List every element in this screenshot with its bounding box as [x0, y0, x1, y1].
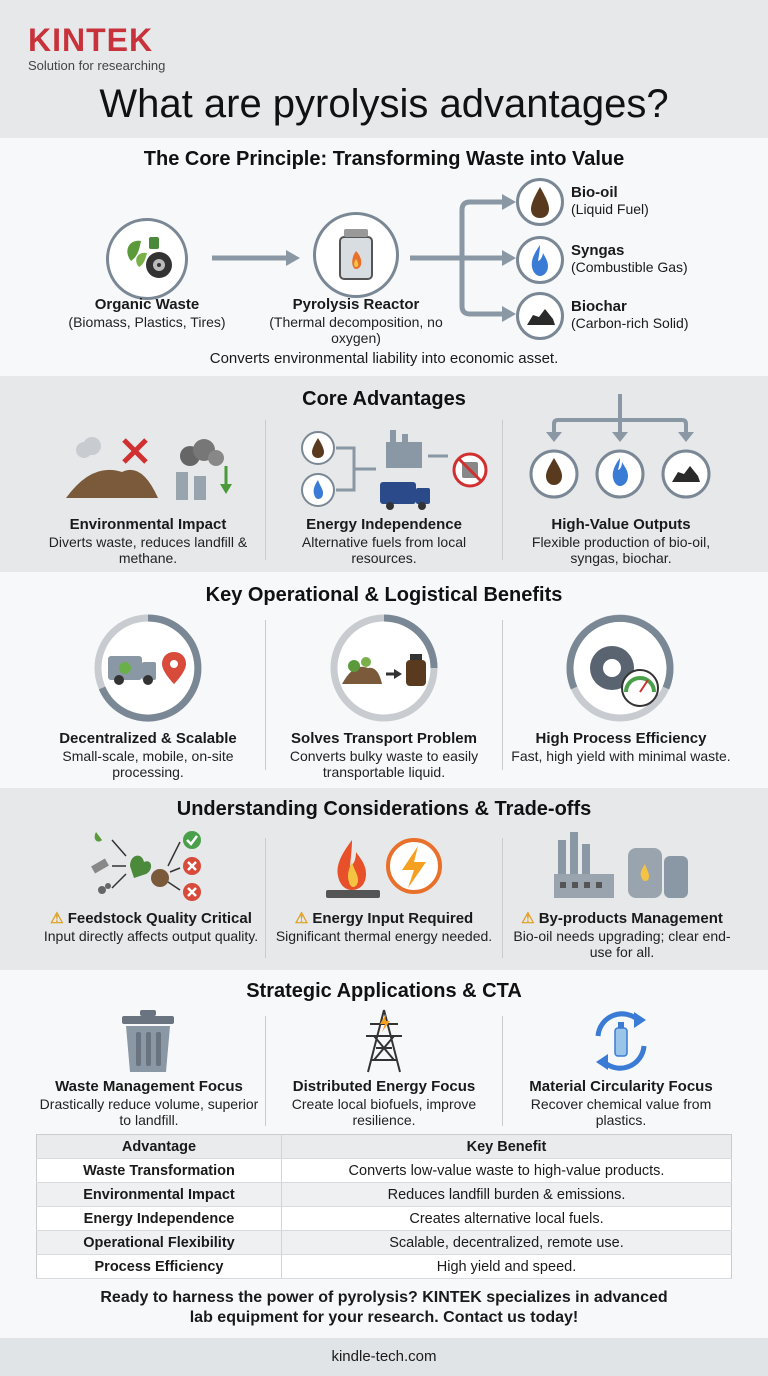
material-circularity-block [506, 1078, 736, 1128]
table-row [37, 1159, 732, 1183]
high-value-outputs-block [506, 516, 736, 566]
waste-management-title: Waste Management Focus [55, 1078, 243, 1095]
environmental-impact-desc: Diverts waste, reduces landfill & methane. [48, 534, 248, 566]
brand-logo[interactable] [28, 24, 165, 73]
efficiency-title: High Process Efficiency [535, 730, 707, 747]
biochar-label [571, 298, 688, 332]
feedstock-block [36, 910, 266, 944]
reactor-title: Pyrolysis Reactor [292, 296, 420, 313]
distributed-energy-block [270, 1078, 498, 1128]
transport-title: Solves Transport Problem [291, 730, 477, 747]
efficiency-desc: Fast, high yield with minimal waste. [511, 748, 731, 764]
core-advantages-heading: Core Advantages [302, 388, 466, 410]
reactor-desc: (Thermal decomposition, no oxygen) [269, 314, 443, 346]
organic-waste-title: Organic Waste [94, 296, 200, 313]
efficiency-block [506, 730, 736, 764]
bio-oil-label [571, 184, 649, 218]
table-cell-benefit: Converts low-value waste to high-value products. [282, 1159, 732, 1183]
table-cell-advantage: Energy Independence [37, 1207, 282, 1231]
core-principle-heading: The Core Principle: Transforming Waste into Value [143, 148, 625, 170]
considerations-heading: Understanding Considerations & Trade-offs [176, 798, 592, 820]
organic-waste-icon [106, 218, 188, 300]
warning-icon: ⚠ [294, 910, 309, 927]
table-header-advantage: Advantage [37, 1135, 282, 1159]
table-row [37, 1183, 732, 1207]
recycle-bottle-icon [586, 1006, 656, 1076]
table-header-row [37, 1135, 732, 1159]
distributed-energy-desc: Create local biofuels, improve resilience. [291, 1096, 477, 1128]
energy-independence-title: Energy Independence [306, 516, 462, 533]
table-cell-advantage: Operational Flexibility [37, 1231, 282, 1255]
brand-tagline: Solution for researching [28, 58, 166, 73]
applications-heading: Strategic Applications & CTA [246, 980, 522, 1002]
decentralized-icon [92, 612, 204, 724]
energy-input-icon [320, 832, 448, 902]
divider [502, 620, 503, 770]
table-row [37, 1231, 732, 1255]
cta-text: Ready to harness the power of pyrolysis? KINTEK specializes in advanced lab equipment for your research. Contact us today! [100, 1289, 668, 1326]
transport-icon [328, 612, 440, 724]
energy-input-block [268, 910, 500, 944]
table-cell-advantage: Environmental Impact [37, 1183, 282, 1207]
decentralized-desc: Small-scale, mobile, on-site processing. [62, 748, 234, 780]
brand-name: KINTEK [28, 22, 154, 58]
footer-link[interactable]: kindle-tech.com [0, 1338, 768, 1376]
landfill-icon [62, 432, 242, 504]
energy-independence-icon [298, 426, 494, 512]
syngas-icon [516, 236, 564, 284]
table-cell-benefit: High yield and speed. [282, 1255, 732, 1279]
reactor-icon [313, 212, 399, 298]
divider [502, 838, 503, 958]
energy-independence-block [268, 516, 500, 566]
efficiency-gauge-icon [564, 612, 676, 724]
biochar-title: Biochar [571, 298, 627, 315]
by-products-title: By-products Management [538, 910, 723, 927]
energy-independence-desc: Alternative fuels from local resources. [301, 534, 467, 566]
divider [502, 420, 503, 560]
refinery-icon [552, 828, 692, 902]
by-products-desc: Bio-oil needs upgrading; clear end-use for all. [513, 928, 731, 960]
branch-arrows-icon [410, 190, 516, 330]
warning-icon: ⚠ [521, 910, 535, 927]
by-products-block [504, 910, 740, 960]
organic-waste-block [40, 296, 254, 330]
material-circularity-desc: Recover chemical value from plastics. [530, 1096, 712, 1128]
operational-heading: Key Operational & Logistical Benefits [205, 584, 563, 606]
environmental-impact-block [30, 516, 266, 566]
energy-input-title: Energy Input Required [312, 910, 474, 927]
organic-waste-desc: (Biomass, Plastics, Tires) [68, 314, 226, 330]
table-row [37, 1207, 732, 1231]
arrow-right-icon [212, 248, 302, 268]
waste-management-block [36, 1078, 262, 1128]
power-tower-icon [356, 1008, 412, 1074]
table-cell-benefit: Scalable, decentralized, remote use. [282, 1231, 732, 1255]
feedstock-title: Feedstock Quality Critical [67, 910, 252, 927]
trash-bin-icon [118, 1010, 178, 1074]
energy-input-desc: Significant thermal energy needed. [275, 928, 493, 944]
transport-desc: Converts bulky waste to easily transportable liquid. [289, 748, 479, 780]
divider [265, 620, 266, 770]
environmental-impact-title: Environmental Impact [69, 516, 227, 533]
high-value-outputs-icon [524, 394, 720, 506]
table-header-benefit: Key Benefit [282, 1135, 732, 1159]
table-cell-benefit: Creates alternative local fuels. [282, 1207, 732, 1231]
syngas-desc: (Combustible Gas) [571, 259, 688, 275]
biochar-icon [516, 292, 564, 340]
biochar-desc: (Carbon-rich Solid) [571, 315, 689, 331]
decentralized-title: Decentralized & Scalable [59, 730, 237, 747]
syngas-title: Syngas [571, 242, 625, 259]
bio-oil-icon [516, 178, 564, 226]
table-row [37, 1255, 732, 1279]
high-value-outputs-desc: Flexible production of bio-oil, syngas, biochar. [531, 534, 711, 566]
divider [502, 1016, 503, 1126]
table-cell-advantage: Waste Transformation [37, 1159, 282, 1183]
bio-oil-title: Bio-oil [571, 184, 618, 201]
high-value-outputs-title: High-Value Outputs [551, 516, 691, 533]
waste-management-desc: Drastically reduce volume, superior to landfill. [39, 1096, 259, 1128]
feedstock-icon [88, 826, 212, 902]
distributed-energy-title: Distributed Energy Focus [292, 1078, 476, 1095]
table-cell-advantage: Process Efficiency [37, 1255, 282, 1279]
decentralized-block [38, 730, 258, 780]
material-circularity-title: Material Circularity Focus [529, 1078, 713, 1095]
page-title: What are pyrolysis advantages? [99, 82, 669, 126]
summary-table [36, 1134, 732, 1279]
warning-icon: ⚠ [50, 910, 64, 927]
transport-block [272, 730, 496, 780]
divider [265, 1016, 266, 1126]
core-principle-summary: Converts environmental liability into economic asset. [209, 350, 559, 367]
bio-oil-desc: (Liquid Fuel) [571, 201, 649, 217]
syngas-label [571, 242, 688, 276]
feedstock-desc: Input directly affects output quality. [43, 928, 259, 944]
table-cell-benefit: Reduces landfill burden & emissions. [282, 1183, 732, 1207]
